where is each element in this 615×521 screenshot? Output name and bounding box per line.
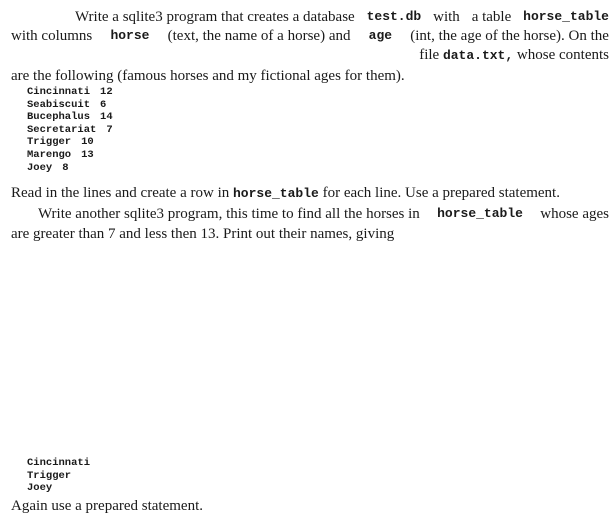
text-segment: a table — [471, 9, 512, 25]
paragraph-1-line-1 — [75, 8, 609, 26]
list-item: Marengo 13 — [27, 148, 94, 161]
paragraph-3-line-2: are greater than 7 and less then 13. Print out their names, giving — [11, 226, 395, 242]
paragraph-1-line-3 — [419, 46, 609, 65]
paragraph-1-line-2 — [11, 27, 609, 45]
list-item: Joey 8 — [27, 161, 69, 174]
result-listing — [27, 457, 90, 495]
code-db-name: test.db — [366, 9, 422, 24]
code-table-name: horse_table — [523, 9, 609, 24]
list-item: Trigger 10 — [27, 136, 94, 149]
list-item: Seabiscuit 6 — [27, 98, 107, 111]
list-item: Cincinnati — [27, 457, 91, 469]
text-segment: with columns — [11, 28, 93, 44]
paragraph-3-line-1 — [38, 205, 609, 223]
text-segment: with — [433, 9, 460, 25]
code-table-name: horse_table — [233, 186, 319, 201]
list-item: Bucephalus 14 — [27, 111, 113, 124]
list-item: Joey — [27, 482, 53, 495]
horse-data-listing — [27, 86, 113, 174]
text-segment: for each line. Use a prepared statement. — [322, 185, 560, 201]
paragraph-1-line-4: are the following (famous horses and my fictional ages for them). — [11, 68, 405, 84]
text-segment: Write another sqlite3 program, this time to find all the horses in — [38, 206, 420, 222]
text-segment: (int, the age of the horse). On the — [410, 28, 609, 44]
text-segment: whose contents — [516, 47, 609, 63]
list-item: Trigger — [27, 469, 72, 482]
text-segment: whose ages — [540, 206, 609, 222]
code-file-name: data.txt, — [442, 48, 514, 63]
code-column-age: age — [368, 28, 393, 43]
closing-line: Again use a prepared statement. — [11, 498, 204, 514]
paragraph-2 — [11, 184, 560, 203]
list-item: Cincinnati 12 — [27, 86, 113, 98]
text-segment: file — [419, 47, 440, 63]
code-table-name: horse_table — [437, 206, 523, 221]
text-segment: Read in the lines and create a row in — [11, 185, 230, 201]
text-segment: Write a sqlite3 program that creates a database — [75, 9, 355, 25]
text-segment: (text, the name of a horse) and — [167, 28, 351, 44]
list-item: Secretariat 7 — [27, 123, 113, 136]
code-column-horse: horse — [110, 28, 150, 43]
